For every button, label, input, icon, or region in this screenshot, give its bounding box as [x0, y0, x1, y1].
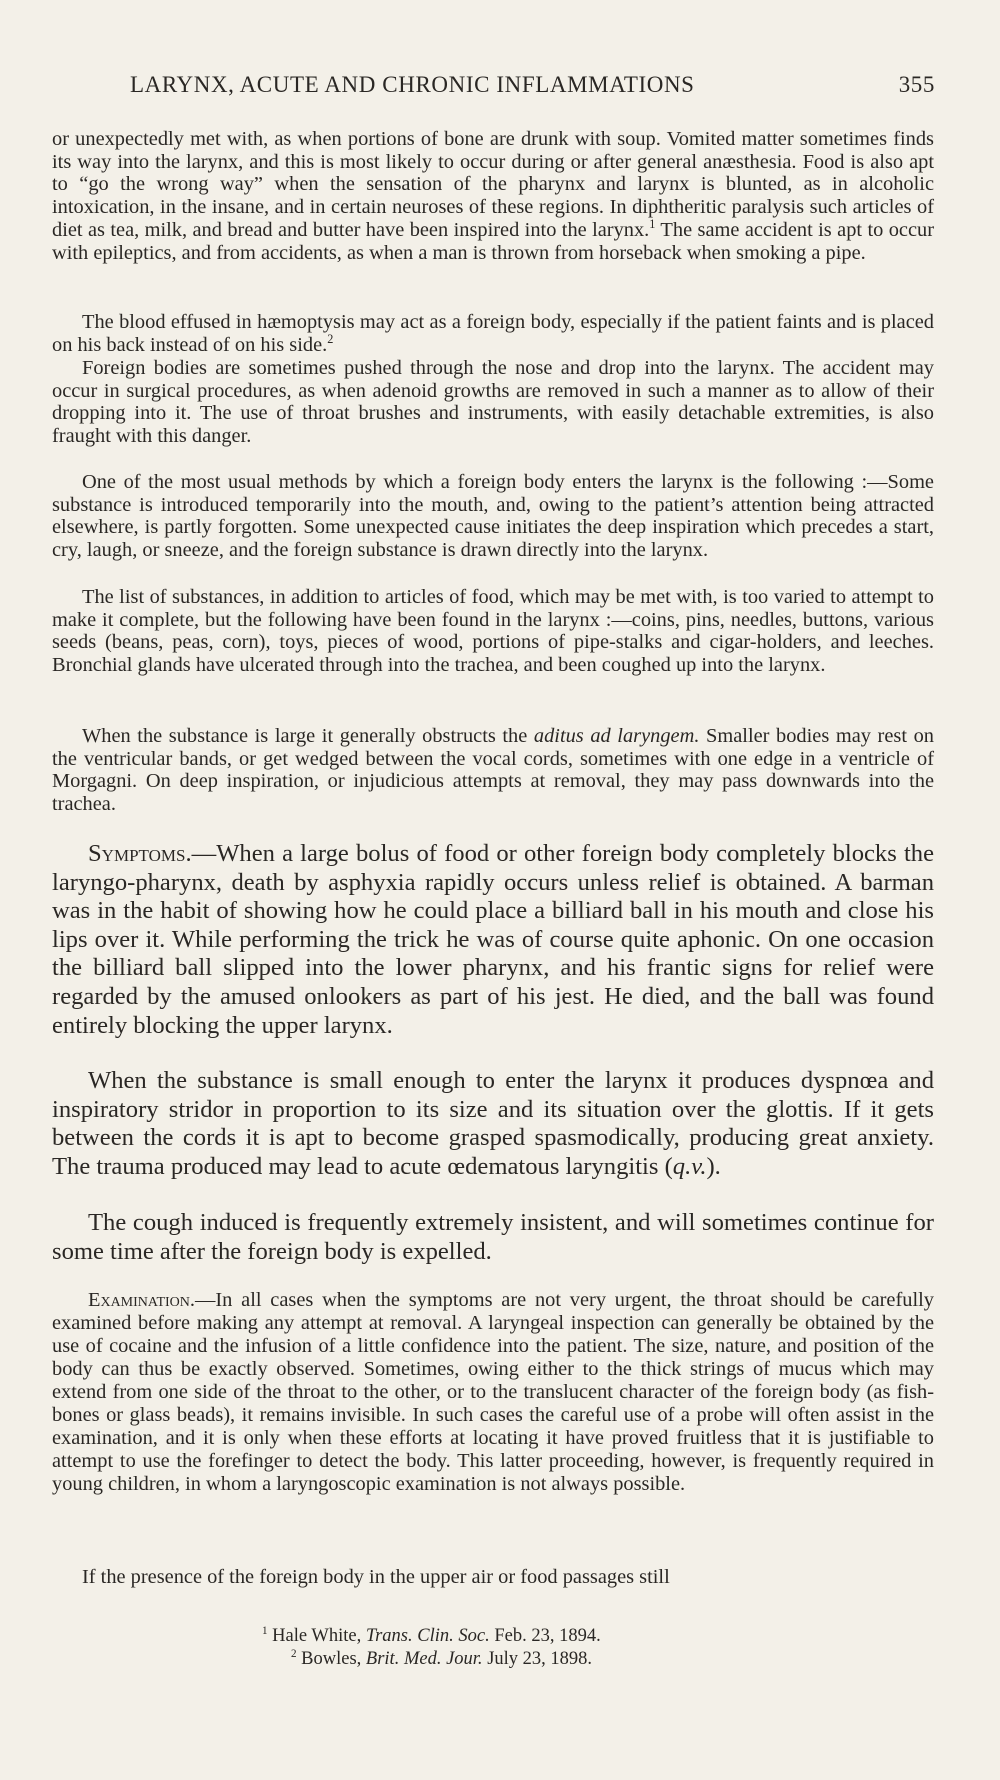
footnote-author: Bowles, [301, 1649, 366, 1669]
footnote-ref-2: 2 [327, 331, 334, 346]
running-title: LARYNX, ACUTE AND CHRONIC INFLAMMATIONS [130, 72, 695, 97]
paragraph-text: The cough induced is frequently extremely insistent, and will sometimes continue for some time after the foreign body is expelled. [52, 1209, 934, 1265]
footnote-date: Feb. 23, 1894. [489, 1626, 601, 1646]
paragraph-haemoptysis [52, 311, 934, 356]
paragraph-text: When the substance is small enough to enter the larynx it produces dyspnœa and inspiratory stridor in proportion to its size and its situation over the glottis. If it gets between the cords it is apt to become grasped spasmodically, producing great anxiety. The trauma produced may lead to acute œdematous laryngitis ( [52, 1067, 934, 1180]
paragraph-cough [52, 1209, 934, 1266]
paragraph-text: Foreign bodies are sometimes pushed through the nose and drop into the larynx. The accident may occur in surgical procedures, as when adenoid growths are removed in such a manner as to allow of their dropping into it. The use of throat brushes and instruments, with easily detachable extremities, is also fraught with this danger. [52, 357, 934, 448]
paragraph-text: The blood effused in hæmoptysis may act as a foreign body, especially if the patient faints and is placed on his back instead of on his side. [52, 311, 934, 356]
paragraph-methods [52, 471, 934, 562]
paragraph-text: The same accident is apt to occur with epileptics, and from accidents, as when a man is thrown from horseback when smoking a pipe. [52, 218, 934, 264]
footnote-ref-1: 1 [649, 217, 656, 232]
footnote-2 [291, 1648, 592, 1670]
footnote-1 [262, 1625, 601, 1647]
footnote-source: Trans. Clin. Soc. [365, 1626, 490, 1646]
paragraph-text: or unexpectedly met with, as when portions of bone are drunk with soup. Vomited matter sometimes finds its way into the larynx, and this is most likely to occur during or after general anæsthesia. Food is also apt to “go the wrong way” when the sensation of the pharynx and larynx is blunted, as in alcoholic intoxication, in the insane, and in certain neuroses of these regions. In diphtheritic paralysis such articles of diet as tea, milk, and bread and butter have been inspired into the larynx. [52, 128, 934, 241]
footnote-author: Hale White, [272, 1626, 366, 1646]
paragraph-text: The list of substances, in addition to articles of food, which may be met with, is too varied to attempt to make it complete, but the following have been found in the larynx :—coins, pins, needles, buttons, various seeds (beans, peas, corn), toys, pieces of wood, portions of pipe-stalks and cigar-holders, and leeches. Bronchial glands have ulcerated through into the trachea, and been coughed up into the larynx. [52, 586, 934, 677]
paragraph-examination [52, 1289, 934, 1496]
cross-reference: q.v. [672, 1152, 707, 1180]
section-heading-examination: Examination. [88, 1289, 195, 1311]
footnote-date: July 23, 1898. [482, 1649, 593, 1669]
paragraph-text: —In all cases when the symptoms are not very urgent, the throat should be carefully examined before making any attempt at removal. A laryngeal inspection can generally be obtained by the use of cocaine and the infusion of a little confidence into the patient. The size, nature, and position of the body can thus be exactly observed. Sometimes, owing either to the thick strings of mucus which may extend from one side of the throat to the other, or to the translucent character of the foreign body (as fish-bones or glass beads), it remains invisible. In such cases the careful use of a probe will often assist in the examination, and it is only when these efforts at locating it have proved fruitless that it is justifiable to attempt to use the forefinger to detect the body. This latter proceeding, however, is frequently required in young children, in whom a laryngoscopic examination is not always possible. [52, 1289, 934, 1495]
page-number: 355 [898, 72, 935, 97]
paragraph-small-substance [52, 1067, 934, 1181]
paragraph-causes [52, 128, 934, 264]
footnote-source: Brit. Med. Jour. [365, 1649, 483, 1669]
paragraph-large-substance [52, 725, 934, 816]
paragraph-nose [52, 357, 934, 448]
paragraph-symptoms [52, 840, 934, 1040]
paragraph-text: One of the most usual methods by which a foreign body enters the larynx is the following :—Some substance is introduced temporarily into the mouth, and, owing to the patient’s attention being attracted elsewhere, is partly forgotten. Some unexpected cause initiates the deep inspiration which precedes a start, cry, laugh, or sneeze, and the foreign substance is drawn directly into the larynx. [52, 471, 934, 562]
paragraph-text: ). [706, 1152, 721, 1180]
section-heading-symptoms: Symptoms. [88, 840, 192, 867]
paragraph-text: —When a large bolus of food or other foreign body completely blocks the laryngo-pharynx, death by asphyxia rapidly occurs unless relief is obtained. A barman was in the habit of showing how he could place a billiard ball in his mouth and close his lips over it. While performing the trick he was of course quite aphonic. On one occasion the billiard ball slipped into the lower pharynx, and his frantic signs for relief were regarded by the amused onlookers as part of his jest. He died, and the ball was found entirely blocking the upper larynx. [52, 840, 934, 1039]
paragraph-text: When the substance is large it generally obstructs the [82, 725, 534, 747]
footnote-number: 2 [291, 1647, 297, 1660]
paragraph-text: Smaller bodies may rest on the ventricular bands, or get wedged between the vocal cords, sometimes with one edge in a ventricle of Morgagni. On deep inspiration, or injudicious attempts at removal, they may pass downwards into the trachea. [52, 725, 934, 816]
paragraph-substances [52, 586, 934, 677]
latin-term: aditus ad laryngem. [533, 725, 700, 747]
paragraph-text: If the presence of the foreign body in the upper air or food passages still [82, 1566, 670, 1588]
footnote-number: 1 [262, 1624, 268, 1637]
paragraph-presence [52, 1566, 934, 1589]
